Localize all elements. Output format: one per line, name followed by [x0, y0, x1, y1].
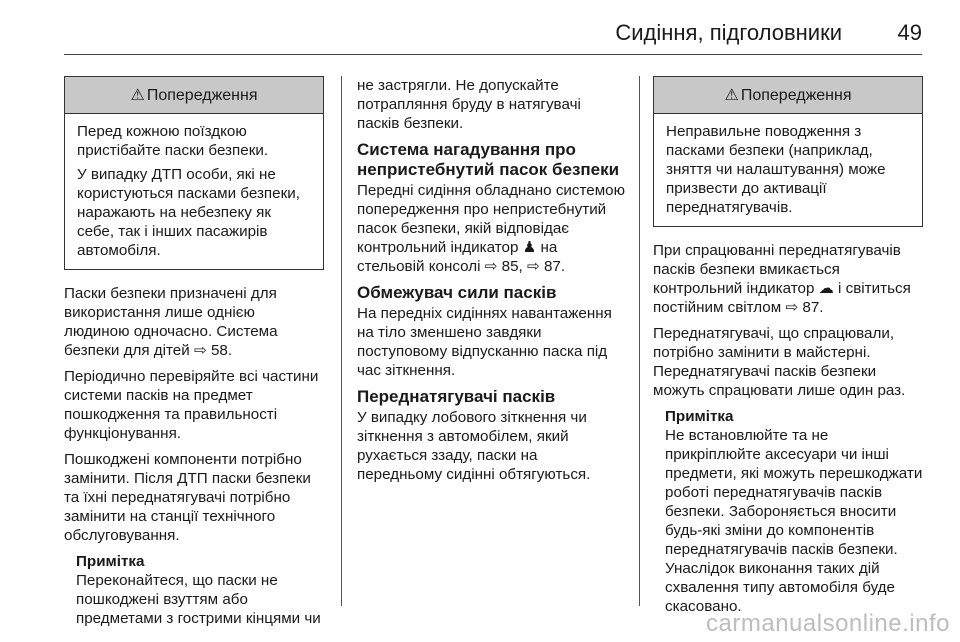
- column-2: [357, 76, 625, 606]
- warning-header: [65, 77, 323, 114]
- column-divider: [341, 76, 342, 606]
- page-reference[interactable]: ⇨ 85,: [484, 258, 523, 275]
- paragraph: У випадку лобового зіткнення чи зіткнення з автомобілем, який рухається ззаду, паски на передньому сидінні обтягуються.: [357, 409, 591, 483]
- note-label: Примітка: [665, 408, 734, 425]
- paragraph: Паски безпеки призначені для використання лише однією людиною одночасно. Система безпеки для дітей ⇨ 58.: [64, 285, 278, 359]
- paragraph: При спрацюванні переднатягувачів пасків безпеки вмикається контрольний індикатор ☁ і світиться постійним світлом ⇨ 87.: [653, 242, 911, 316]
- warning-text: Неправильне поводження з пасками безпеки (наприклад, зняття чи налаштування) може призвести до активації переднатягувачів.: [666, 123, 886, 216]
- airbag-indicator-icon: ☁: [818, 280, 834, 297]
- note-label: Примітка: [76, 553, 145, 570]
- warning-text: Перед кожною поїздкою пристібайте паски безпеки.: [77, 123, 269, 159]
- reference-arrow-icon: ⇨: [527, 258, 540, 275]
- warning-body: [654, 114, 922, 226]
- paragraph: На передніх сидіннях навантаження на тіло зменшено завдяки поступовому відпусканню паска під час зіткнення.: [357, 305, 612, 379]
- reference-arrow-icon: ⇨: [193, 342, 207, 359]
- column-divider: [639, 76, 640, 606]
- warning-header: [654, 77, 922, 114]
- warning-triangle-icon: ⚠: [130, 87, 145, 104]
- paragraph: не застрягли. Не допускайте потрапляння бруду в натягувачі пасків безпеки.: [357, 77, 581, 132]
- page-reference[interactable]: ⇨ 87.: [527, 258, 566, 275]
- column-1: [64, 76, 324, 627]
- section-heading: Переднатягувачі пасків: [357, 387, 556, 406]
- warning-title: Попередження: [146, 87, 258, 104]
- paragraph: Передні сидіння обладнано системою попередження про непристебнутий пасок безпеки, якій відповідає контрольний індикатор ♟ на стельовій консолі ⇨ 85, ⇨ 87.: [357, 182, 625, 275]
- warning-triangle-icon: ⚠: [724, 87, 739, 104]
- paragraph: Періодично перевіряйте всі частини системи пасків на предмет пошкодження та правильності функціонування.: [64, 368, 319, 442]
- page-title: Сидіння, підголовники: [615, 20, 842, 45]
- warning-title: Попередження: [740, 87, 852, 104]
- paragraph: Переднатягувачі, що спрацювали, потрібно замінити в майстерні. Переднатягувачі пасків безпеки можуть спрацювати лише один раз.: [653, 325, 906, 399]
- section-heading: Обмежувач сили пасків: [357, 283, 557, 302]
- paragraph: Пошкоджені компоненти потрібно замінити. Після ДТП паски безпеки та їхні переднатягувачі потрібно замінити на станції технічного обслуговування.: [64, 451, 311, 544]
- note-text: Не встановлюйте та не прикріплюйте аксесуари чи інші предмети, які можуть перешкоджати роботі переднатягувачів пасків безпеки. Забороняється вносити будь-які зміни до компонентів переднатягувачів пасків безпеки. Унаслідок виконання таких дій схвалення типу автомобіля буде скасовано.: [665, 427, 923, 615]
- warning-box: [653, 76, 923, 227]
- note: [653, 407, 923, 616]
- page-reference[interactable]: ⇨ 58.: [193, 342, 233, 359]
- note: [64, 552, 324, 628]
- note-text: Переконайтеся, що паски не пошкоджені взуттям або предметами з гострими кінцями чи: [76, 572, 321, 627]
- warning-box: [64, 76, 324, 270]
- reference-arrow-icon: ⇨: [785, 299, 799, 316]
- page-reference[interactable]: ⇨ 87.: [785, 299, 824, 316]
- watermark: carmanualsonline.info: [706, 610, 950, 637]
- section-heading: Система нагадування про непристебнутий пасок безпеки: [357, 140, 620, 179]
- reference-arrow-icon: ⇨: [484, 258, 498, 275]
- warning-text: У випадку ДТП особи, які не користуються пасками безпеки, наражають на небезпеку як себе, так і інших пасажирів автомобіля.: [77, 166, 300, 259]
- seatbelt-reminder-icon: ♟: [522, 239, 537, 256]
- warning-body: [65, 114, 323, 269]
- page-header: [64, 12, 922, 55]
- column-3: [653, 76, 923, 615]
- page-number: 49: [897, 20, 922, 45]
